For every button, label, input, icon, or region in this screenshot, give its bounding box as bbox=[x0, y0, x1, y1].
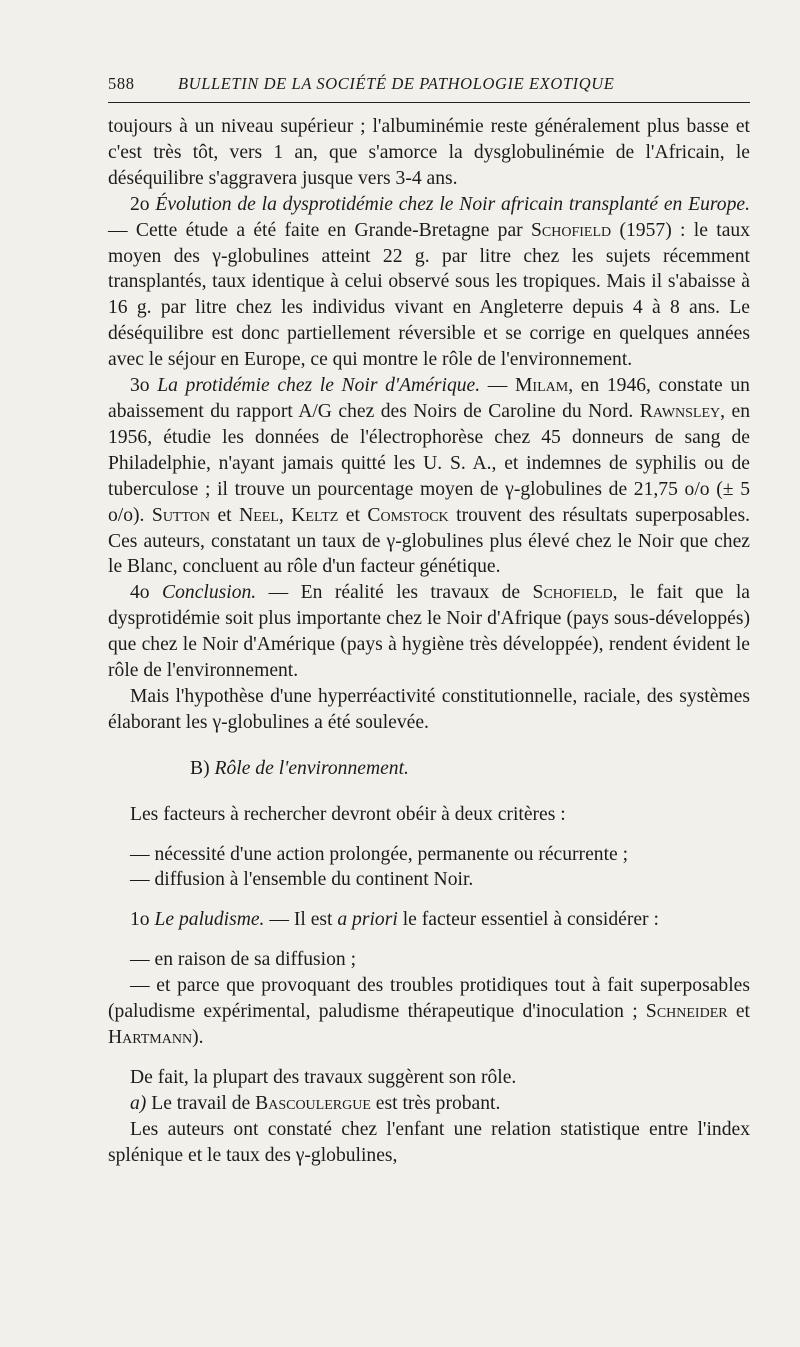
author-name: Comstock bbox=[367, 504, 449, 526]
author-name: Bascoulergue bbox=[255, 1092, 371, 1114]
author-name: Schofield bbox=[532, 582, 613, 604]
section-number: 3o bbox=[130, 375, 150, 397]
section-number: 4o bbox=[130, 582, 150, 604]
paragraph-travaux: De fait, la plupart des travaux suggèrent son rôle. bbox=[130, 1066, 517, 1088]
author-name: Milam bbox=[515, 375, 569, 397]
section-title: La protidémie chez le Noir d'Amérique. bbox=[157, 375, 481, 397]
section-title: Le paludisme. bbox=[154, 909, 265, 931]
journal-title: BULLETIN DE LA SOCIÉTÉ DE PATHOLOGIE EXOTIQUE bbox=[178, 74, 615, 93]
section-number: 2o bbox=[130, 193, 150, 215]
author-name: Hartmann bbox=[108, 1027, 193, 1048]
author-name: Neel bbox=[239, 504, 279, 526]
header-rule bbox=[108, 102, 750, 103]
paragraph-continuation: toujours à un niveau supérieur ; l'albuminémie reste généralement plus basse et c'est très tôt, vers 1 an, que s'amorce la dysglobulinémie de l'Africain, le déséquilibre s'aggravera jusque vers 3-4 ans. bbox=[108, 116, 750, 189]
author-name: Sutton bbox=[151, 504, 211, 526]
paragraph-conclusion: 4o Conclusion. — En réalité les travaux de Schofield, le fait que la dysprotidémie soit plus importante chez le Noir d'Afrique (pays sous-développés) que chez le Noir d'Amérique (pays à hygiène très développée), rendent évident le rôle de l'environnement. bbox=[108, 582, 750, 682]
section-title: Conclusion. bbox=[162, 582, 257, 604]
author-name: Schneider bbox=[645, 1001, 728, 1023]
list-item: — diffusion à l'ensemble du continent Noir. bbox=[130, 869, 474, 891]
paragraph-facteurs: Les facteurs à rechercher devront obéir à deux critères : bbox=[130, 803, 566, 825]
section-heading-b: B) Rôle de l'environnement. bbox=[190, 757, 409, 779]
section-title: Rôle de l'environnement. bbox=[214, 757, 409, 779]
list-item: — et parce que provoquant des troubles protidiques tout à fait superposables (paludisme expérimental, paludisme thérapeutique d'inoculation ; Schneider et Hartmann). bbox=[108, 975, 750, 1048]
body-text bbox=[108, 114, 750, 1169]
paragraph-evolution-europe: 2o Évolution de la dysprotidémie chez le Noir africain transplanté en Europe. — Cette étude a été faite en Grande-Bretagne par Schofield (1957) : le taux moyen des γ-globulines atteint 22 g. par litre chez les sujets récemment transplantés, taux identique à celui observé sous les tropiques. Mais il s'abaisse à 16 g. par litre chez les individus vivant en Angleterre depuis 4 à 8 ans. Le déséquilibre est donc partiellement réversible et se corrige en quelques années avec le séjour en Europe, ce qui montre le rôle de l'environnement. bbox=[108, 193, 750, 371]
paragraph-auteurs: Les auteurs ont constaté chez l'enfant une relation statistique entre l'index splénique et le taux des γ-globulines, bbox=[108, 1118, 750, 1166]
paragraph-paludisme: 1o Le paludisme. — Il est a priori le facteur essentiel à considérer : bbox=[130, 909, 659, 931]
section-title: Évolution de la dysprotidémie chez le Noir africain transplanté en Europe. bbox=[155, 193, 750, 215]
paragraph-bascoulergue: a) Le travail de Bascoulergue est très probant. bbox=[130, 1092, 501, 1114]
author-name: Keltz bbox=[291, 504, 339, 526]
page-number: 588 bbox=[108, 74, 135, 93]
running-header bbox=[108, 74, 748, 100]
section-number: 1o bbox=[130, 909, 150, 931]
paragraph-hypothese: Mais l'hypothèse d'une hyperréactivité constitutionnelle, raciale, des systèmes élaborant les γ-globulines a été soulevée. bbox=[108, 685, 750, 733]
paragraph-noir-amerique: 3o La protidémie chez le Noir d'Amérique. — Milam, en 1946, constate un abaissement du rapport A/G chez des Noirs de Caroline du Nord. Rawnsley, en 1956, étudie les données de l'électrophorèse chez 45 donneurs de sang de Philadelphie, n'ayant jamais quitté les U. S. A., et indemnes de syphilis ou de tuberculose ; il trouve un pourcentage moyen de γ-globulines de 21,75 o/o (± 5 o/o). Sutton et Neel, Keltz et Comstock trouvent des résultats superposables. Ces auteurs, constatant un taux de γ-globulines plus élevé chez le Noir que chez le Blanc, concluent au rôle d'un facteur génétique. bbox=[108, 375, 751, 578]
author-name: Schofield bbox=[531, 219, 612, 241]
list-item: — nécessité d'une action prolongée, permanente ou récurrente ; bbox=[130, 843, 629, 865]
list-item: — en raison de sa diffusion ; bbox=[130, 949, 357, 971]
author-name: Rawnsley bbox=[639, 400, 721, 422]
